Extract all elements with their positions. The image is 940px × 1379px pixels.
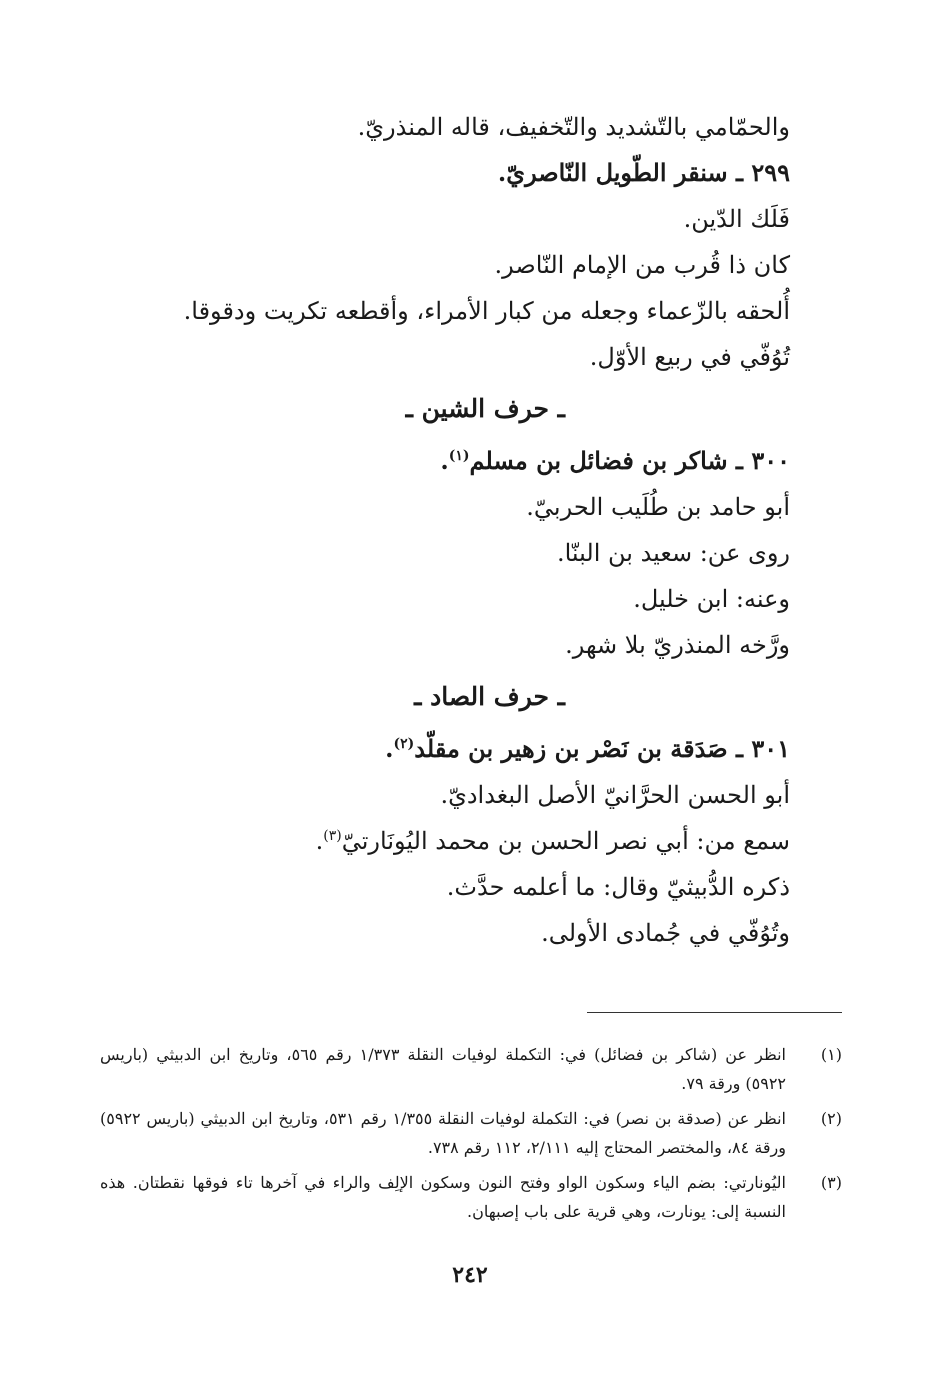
text-line: والحمّامي بالتّشديد والتّخفيف، قاله المنذريّ. bbox=[357, 113, 790, 141]
entry-heading-300-text: ٣٠٠ ـ شاكر بن فضائل بن مسلم bbox=[469, 446, 790, 475]
text-line: فَلَك الدّين. bbox=[683, 205, 790, 233]
footnotes bbox=[100, 1040, 842, 1232]
entry-heading-300-end: . bbox=[440, 446, 449, 475]
section-heading-sad-wrap bbox=[100, 668, 790, 726]
main-text bbox=[100, 104, 790, 956]
text-line: أبو حامد بن طُلَيب الحربيّ. bbox=[526, 493, 790, 521]
entry-heading-300 bbox=[100, 438, 790, 484]
section-heading-shin-wrap bbox=[100, 380, 790, 438]
footnote-1 bbox=[100, 1040, 842, 1098]
text-line-end: . bbox=[315, 827, 324, 855]
footnote-number: (٣) bbox=[820, 1173, 842, 1192]
footnote-3 bbox=[100, 1168, 842, 1226]
footnote-number: (٢) bbox=[820, 1109, 842, 1128]
text-line-part: سمع من: أبي نصر الحسن بن محمد اليُونَارتيّ bbox=[341, 827, 790, 855]
text-line: كان ذا قُرب من الإمام النّاصر. bbox=[494, 251, 790, 279]
footnote-text: انظر عن (شاكر بن فضائل) في: التكملة لوفيات النقلة ١/٣٧٣ رقم ٥٦٥، وتاريخ ابن الدبيثي (باريس ٥٩٢٢) ورقة ٧٩. bbox=[100, 1045, 786, 1093]
footnote-2 bbox=[100, 1104, 842, 1162]
text-line: أبو الحسن الحرَّانيّ الأصل البغداديّ. bbox=[440, 781, 790, 809]
text-line: تُوُفّي في ربيع الأوّل. bbox=[589, 343, 790, 371]
footnote-text: اليُونارتي: بضم الياء وسكون الواو وفتح النون وسكون الإلِف والراء في آخرها تاء فوقها نقطتان. هذه النسبة إلى: يونارت، وهي قرية على باب إصبهان. bbox=[100, 1173, 786, 1221]
text-line: ورَّخه المنذريّ بلا شهر. bbox=[565, 631, 790, 659]
text-line: وتُوُفّي في جُمادى الأولى. bbox=[541, 919, 790, 947]
page-number: ٢٤٢ bbox=[452, 1262, 488, 1288]
entry-heading-301-text: ٣٠١ ـ صَدَقة بن نَصْر بن زهير بن مقلّد bbox=[414, 734, 790, 763]
entry-heading-301-end: . bbox=[385, 734, 394, 763]
section-heading-shin: ـ حرف الشين ـ bbox=[405, 394, 565, 423]
entry-heading-301 bbox=[100, 726, 790, 772]
text-line: روى عن: سعيد بن البنّا. bbox=[556, 539, 790, 567]
footnote-ref-2[interactable]: (٢) bbox=[393, 736, 415, 752]
text-line: أُلحقه بالزّعماء وجعله من كبار الأمراء، وأقطعه تكريت ودقوقا. bbox=[183, 297, 790, 325]
text-line bbox=[100, 818, 790, 864]
footnote-number: (١) bbox=[820, 1045, 842, 1064]
footnote-divider bbox=[587, 1012, 842, 1013]
footnote-text: انظر عن (صدقة بن نصر) في: التكملة لوفيات النقلة ١/٣٥٥ رقم ٥٣١، وتاريخ ابن الدبيثي (باريس ٥٩٢٢) ورقة ٨٤، والمختصر المحتاج إليه ٢/١١١، ١١٢ رقم ٧٣٨. bbox=[100, 1109, 787, 1157]
text-line: ذكره الدُّبيثيّ وقال: ما أعلمه حدَّث. bbox=[446, 873, 790, 901]
section-heading-sad: ـ حرف الصاد ـ bbox=[414, 682, 565, 711]
footnote-ref-3[interactable]: (٣) bbox=[323, 828, 342, 844]
text-line: وعنه: ابن خليل. bbox=[633, 585, 790, 613]
entry-heading-299: ٢٩٩ ـ سنقر الطّويل النّاصريّ. bbox=[497, 158, 790, 187]
footnote-ref-1[interactable]: (١) bbox=[448, 448, 470, 464]
